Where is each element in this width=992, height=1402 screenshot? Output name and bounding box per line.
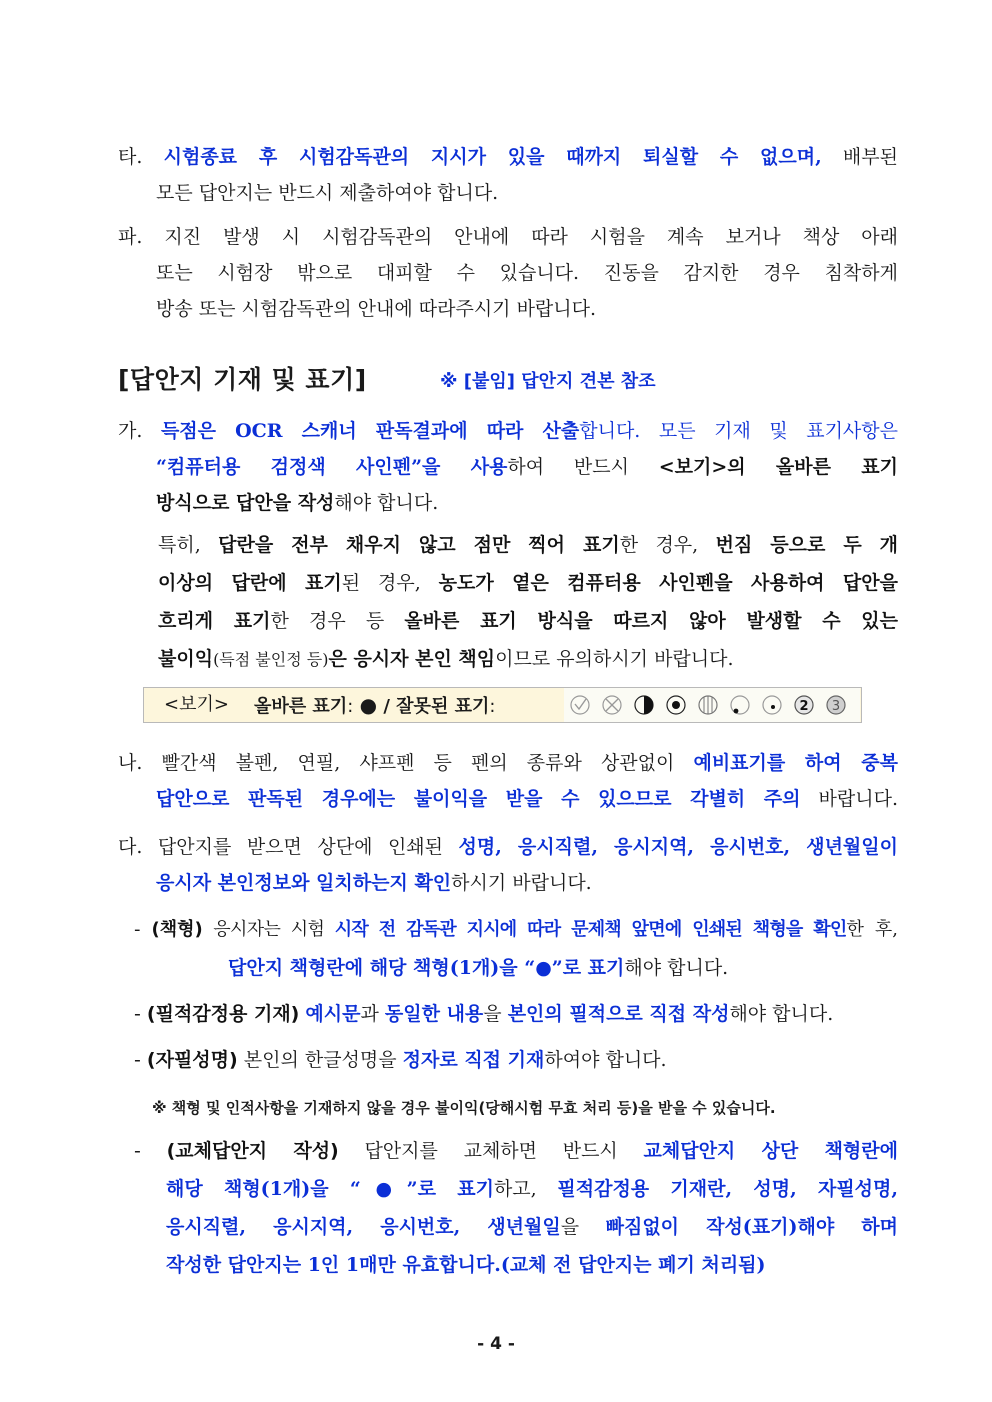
handwriting-emphasis: 동일한 내용: [384, 1003, 484, 1025]
ga-p2-emphasis: 흐리게 표기: [158, 610, 271, 632]
correct-marking-label: 올바른 표기: [254, 696, 348, 717]
wrong-marks-icons: [564, 688, 860, 722]
na-emphasis-1: 예비표기를 하여 중복: [693, 752, 899, 774]
dot-in-circle-icon: [667, 696, 685, 714]
replace-text: 을: [560, 1216, 606, 1238]
da-emphasis-1: 성명, 응시직렬, 응시지역, 응시번호, 생년월일이: [458, 836, 898, 858]
section-title: [답안지 기재 및 표기]: [118, 365, 367, 394]
ga-emphasis-2: “컴퓨터용 검정색 사인펜”을 사용: [156, 456, 508, 478]
handwriting-emphasis: 예시문: [305, 1003, 361, 1025]
replace-line-2: [166, 1172, 898, 1206]
dash: -: [134, 1003, 141, 1025]
filled-circle-icon: ●: [359, 693, 378, 717]
booklet-text: 한 후,: [846, 919, 898, 940]
ga-p2-emphasis: 농도가 옅은 컴퓨터용 사인펜을 사용하여 답안을: [438, 572, 898, 594]
signature-heading: (자필성명): [146, 1049, 238, 1071]
ga-p2-line-4: [158, 642, 898, 676]
handwriting-text: 해야 합니다.: [729, 1003, 834, 1025]
section-note: ※ [붙임] 답안지 견본 참조: [440, 371, 656, 392]
booklet-text: 응시자는 시험: [202, 919, 335, 940]
ga-p2-emphasis: 이상의 답란에 표기: [158, 572, 342, 594]
colon: :: [347, 696, 354, 717]
ga-p2-emphasis: 번짐 등으로 두 개: [715, 534, 898, 556]
booklet-emphasis: 답안지 책형란에 해당 책형(1개)을 “●”로 표기: [228, 957, 625, 979]
half-filled-circle-icon: [635, 696, 653, 714]
ga-emphasis-3: <보기>의 올바른 표기: [658, 456, 898, 478]
pa-line-3: 방송 또는 시험감독관의 안내에 따라주시기 바랍니다.: [156, 298, 597, 320]
number-3-circle-icon: [827, 696, 845, 714]
slash: /: [383, 696, 390, 717]
ga-p2-line-2: [158, 566, 898, 600]
handwriting-text: 을: [483, 1003, 508, 1025]
dash: -: [134, 1049, 141, 1071]
ga-p2-text: 이므로 유의하시기 바랍니다.: [495, 648, 734, 670]
ga-text-2: 하여 반드시: [507, 456, 659, 478]
ga-line-1: [118, 414, 898, 448]
na-text-1: 빨간색 볼펜, 연필, 샤프펜 등 펜의 종류와 상관없이: [161, 752, 694, 774]
ga-label: 가.: [118, 420, 143, 442]
ta-line-2: 모든 답안지는 반드시 제출하여야 합니다.: [156, 182, 499, 204]
signature-text: 하여야 합니다.: [544, 1049, 667, 1071]
replace-line-4: 작성한 답안지는 1인 1매만 유효합니다.(교체 전 답안지는 폐기 처리됨): [166, 1254, 766, 1276]
da-text-2: 하시기 바랍니다.: [451, 872, 592, 894]
ga-p2-emphasis: 올바른 표기 방식을 따르지 않아 발생할 수 있는: [404, 610, 898, 632]
na-line-1: [118, 746, 898, 780]
number-2-circle-icon: [795, 696, 813, 714]
replace-emphasis: 해당 책형(1개)을 “●”로 표기: [166, 1178, 494, 1200]
ga-emphasis-4: 방식으로 답안을 작성: [156, 492, 335, 514]
ga-p2-text: 한 경우 등: [270, 610, 405, 632]
ga-p2-paren: (득점 불인정 등): [213, 650, 329, 669]
na-line-2: [156, 782, 898, 816]
da-text-1: 답안지를 받으면 상단에 인쇄된: [157, 836, 459, 858]
pa-label: 파.: [118, 226, 143, 248]
booklet-text: 해야 합니다.: [624, 957, 729, 979]
ga-p2-emphasis: 답란을 전부 채우지 않고 점만 찍어 표기: [218, 534, 620, 556]
pa-line-1: [118, 220, 898, 254]
booklet-heading: (책형): [151, 919, 203, 940]
ta-emphasis: 시험종료 후 시험감독관의 지시가 있을 때까지 퇴실할 수 없으며,: [163, 146, 822, 168]
cross-circle-icon: [603, 696, 621, 714]
ga-p2-line-3: [158, 604, 898, 638]
ga-p2-text: 된 경우,: [341, 572, 439, 594]
signature-line: [134, 1043, 934, 1077]
na-label: 나.: [118, 752, 143, 774]
number-2-text: 2: [799, 699, 809, 714]
replace-emphasis: 빠짐없이 작성(표기)해야 하며: [605, 1216, 898, 1238]
da-line-1: [118, 830, 898, 864]
da-line-2: [156, 866, 898, 900]
ta-text: 배부된: [821, 146, 898, 168]
ga-emphasis-1: 득점은 OCR 스캐너 판독결과에 따라 산출: [160, 420, 580, 442]
footnote: ※ 책형 및 인적사항을 기재하지 않을 경우 불이익(당해시험 무효 처리 등)을 받을 수 있습니다.: [152, 1099, 776, 1117]
handwriting-text: 과: [360, 1003, 385, 1025]
replace-text: 답안지를 교체하면 반드시: [338, 1140, 644, 1162]
colon: :: [489, 696, 496, 717]
handwriting-line: [134, 997, 898, 1031]
booklet-line-1: [134, 913, 898, 947]
signature-emphasis: 정자로 직접 기재: [402, 1049, 545, 1071]
number-3-text: 3: [831, 699, 841, 714]
pa-line-2: 또는 시험장 밖으로 대피할 수 있습니다. 진동을 감지한 경우 침착하게: [156, 262, 898, 284]
booklet-line-2: [228, 951, 992, 985]
wrong-marking-label: 잘못된 표기: [396, 696, 490, 717]
ta-label: 타.: [118, 146, 143, 168]
ga-line-2: [156, 450, 898, 484]
ga-p2-line-1: [158, 528, 898, 562]
handwriting-heading: (필적감정용 기재): [146, 1003, 300, 1025]
replace-emphasis: 교체답안지 상단 책형란에: [643, 1140, 898, 1162]
example-label: <보기>: [164, 694, 229, 715]
replace-text: 하고,: [493, 1178, 558, 1200]
da-label: 다.: [118, 836, 143, 858]
correct-marking: [254, 688, 495, 724]
ga-line-3: [156, 486, 898, 520]
ga-p2-text: 특히,: [158, 534, 219, 556]
ta-line-1: [118, 140, 898, 174]
ga-text-3: 해야 합니다.: [334, 492, 439, 514]
ga-p2-emphasis: 불이익: [158, 648, 214, 670]
replace-emphasis: 응시직렬, 응시지역, 응시번호, 생년월일: [166, 1216, 561, 1238]
marking-example-box: [143, 687, 862, 723]
ga-p2-text: 한 경우,: [619, 534, 716, 556]
signature-text: 본인의 한글성명을: [237, 1049, 403, 1071]
booklet-emphasis: 시작 전 감독관 지시에 따라 문제책 앞면에 인쇄된 책형을 확인: [334, 919, 847, 940]
dash: -: [134, 919, 141, 940]
dash: -: [134, 1140, 141, 1162]
replace-line-3: [166, 1210, 898, 1244]
replace-line-1: [134, 1134, 898, 1168]
ga-p2-emphasis: 은 응시자 본인 책임: [328, 648, 496, 670]
ga-text-1: 합니다. 모든 기재 및 표기사항은: [579, 420, 898, 442]
na-text-2: 바랍니다.: [800, 788, 898, 810]
replace-heading: (교체답안지 작성): [166, 1140, 339, 1162]
dot-corner-circle-icon: [731, 696, 749, 714]
page-number: - 4 -: [477, 1334, 515, 1354]
handwriting-emphasis: 본인의 필적으로 직접 작성: [507, 1003, 730, 1025]
vertical-lines-circle-icon: [699, 696, 717, 714]
check-circle-icon: [571, 696, 589, 714]
pa-text-1: 지진 발생 시 시험감독관의 안내에 따라 시험을 계속 보거나 책상 아래: [164, 226, 899, 248]
na-emphasis-2: 답안으로 판독된 경우에는 불이익을 받을 수 있으므로 각별히 주의: [156, 788, 801, 810]
small-dot-circle-icon: [763, 696, 781, 714]
da-emphasis-2: 응시자 본인정보와 일치하는지 확인: [156, 872, 452, 894]
replace-emphasis: 필적감정용 기재란, 성명, 자필성명,: [557, 1178, 898, 1200]
